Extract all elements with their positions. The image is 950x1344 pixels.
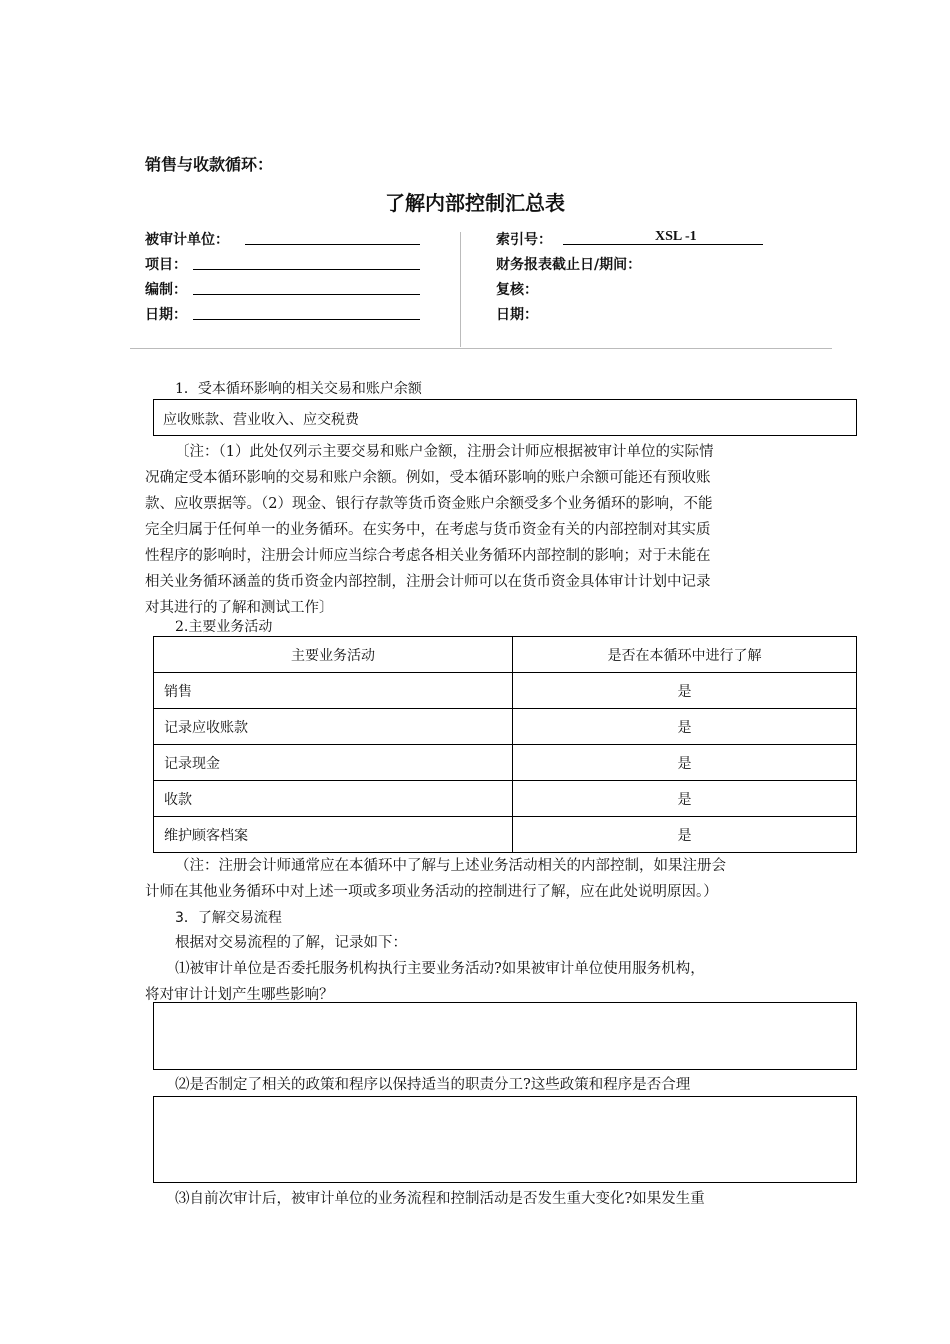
section2-note [145,853,845,905]
section1-note-line: 相关业务循环涵盖的货币资金内部控制，注册会计师可以在货币资金具体审计计划中记录 [145,574,711,590]
section1-title: 1．受本循环影响的相关交易和账户余额 [175,381,422,397]
answer-1-box[interactable] [153,1002,857,1070]
table-row [154,745,857,781]
section1-note-line: 〔注：（1）此处仅列示主要交易和账户金额，注册会计师应根据被审计单位的实际情 [175,444,714,460]
table-row [154,781,857,817]
section1-box-text: 应收账款、营业收入、应交税费 [163,412,359,428]
understood-cell[interactable]: 是 [513,817,857,853]
section3-title: 3．了解交易流程 [175,910,282,926]
section3-intro: 根据对交易流程的了解，记录如下： [175,935,407,951]
question-2: ⑵是否制定了相关的政策和程序以保持适当的职责分工?这些政策和程序是否合理 [175,1077,691,1093]
table-row [154,709,857,745]
question-1-line: ⑴被审计单位是否委托服务机构执行主要业务活动?如果被审计单位使用服务机构， [175,961,705,977]
question-3: ⑶自前次审计后，被审计单位的业务流程和控制活动是否发生重大变化?如果发生重 [175,1191,705,1207]
auditee-field[interactable] [245,244,420,245]
page-title: 了解内部控制汇总表 [385,191,565,215]
section1-note-line: 对其进行的了解和测试工作〕 [145,600,334,616]
activity-cell: 记录应收账款 [154,709,513,745]
understood-cell[interactable]: 是 [513,781,857,817]
index-label: 索引号： [496,232,552,248]
section1-note-line: 性程序的影响时，注册会计师应当综合考虑各相关业务循环内部控制的影响；对于未能在 [145,548,711,564]
date-field-left[interactable] [193,319,420,320]
understood-cell[interactable]: 是 [513,709,857,745]
section2-note-line: 计师在其他业务循环中对上述一项或多项业务活动的控制进行了解，应在此处说明原因。） [145,884,718,900]
section1-note-line: 况确定受本循环影响的交易和账户余额。例如，受本循环影响的账户余额可能还有预收账 [145,470,711,486]
table-row [154,817,857,853]
date-label-right: 日期： [496,307,538,323]
date-label-left: 日期： [145,307,187,323]
col-header-activity: 主要业务活动 [154,637,513,673]
prepared-by-label: 编制： [145,282,187,298]
prepared-by-field[interactable] [193,294,420,295]
question-1-line: 将对审计计划产生哪些影响？ [145,987,334,1003]
index-value: XSL -1 [655,229,697,244]
table-header-row [154,637,857,673]
answer-2-box[interactable] [153,1096,857,1183]
activity-cell: 销售 [154,673,513,709]
table-row [154,673,857,709]
cycle-title: 销售与收款循环： [145,155,274,174]
section1-note [145,439,845,621]
section2-title: 2.主要业务活动 [175,619,273,635]
auditee-label: 被审计单位： [145,232,229,248]
project-field[interactable] [193,269,420,270]
activities-table [153,636,857,853]
section1-note-line: 款、应收票据等。（2）现金、银行存款等货币资金账户余额受多个业务循环的影响，不能 [145,496,713,512]
activity-cell: 维护顾客档案 [154,817,513,853]
header-divider-vertical [460,232,461,347]
understood-cell[interactable]: 是 [513,745,857,781]
period-label: 财务报表截止日/期间： [496,257,642,273]
section1-box[interactable] [153,399,857,436]
activity-cell: 记录现金 [154,745,513,781]
understood-cell[interactable]: 是 [513,673,857,709]
project-label: 项目： [145,257,187,273]
reviewer-label: 复核： [496,282,538,298]
activity-cell: 收款 [154,781,513,817]
question-1 [145,956,845,1008]
header-divider-horizontal [130,348,832,349]
section2-note-line: （注：注册会计师通常应在本循环中了解与上述业务活动相关的内部控制，如果注册会 [175,858,726,874]
section1-note-line: 完全归属于任何单一的业务循环。在实务中，在考虑与货币资金有关的内部控制对其实质 [145,522,711,538]
col-header-understood: 是否在本循环中进行了解 [513,637,857,673]
